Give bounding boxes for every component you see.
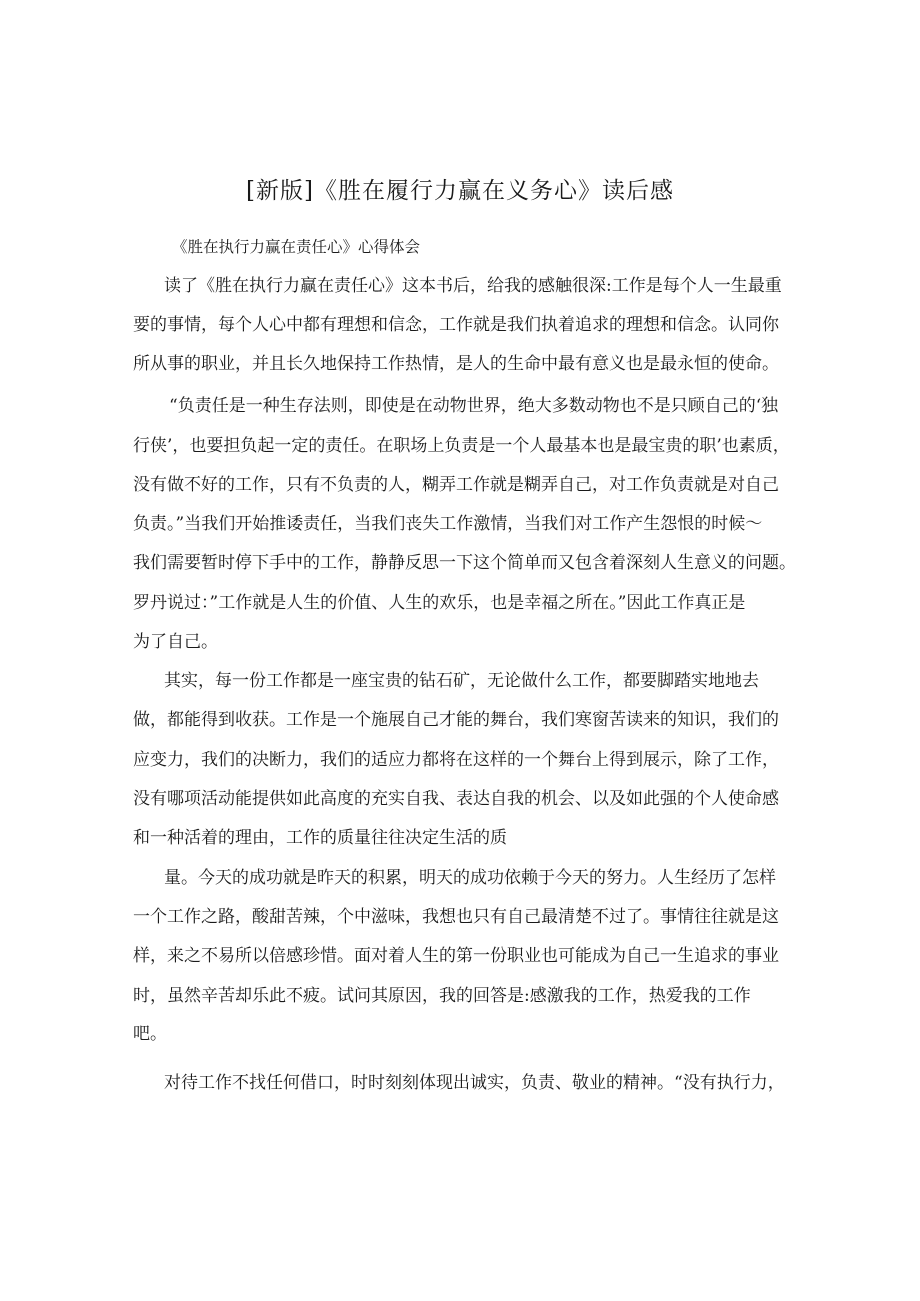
paragraph-1-line-3: 所从事的职业，并且长久地保持工作热情，是人的生命中最有意义也是最永恒的使命。: [133, 354, 779, 374]
paragraph-4-line-3: 样，来之不易所以倍感珍惜。面对着人生的第一份职业也可能成为自己一生追求的事业: [133, 946, 779, 966]
paragraph-3-line-5: 和一种活着的理由，工作的质量往往决定生活的质: [133, 828, 507, 848]
paragraph-2-line-6: 罗丹说过：”工作就是人生的价值、人生的欢乐，也是幸福之所在。”因此工作真正是: [133, 593, 746, 613]
paragraph-2-line-4: 负责。”当我们开始推诿责任，当我们丧失工作激情，当我们对工作产生怨恨的时候～: [133, 514, 763, 534]
paragraph-3-line-3: 应变力，我们的决断力，我们的适应力都将在这样的一个舞台上得到展示，除了工作，: [133, 750, 779, 770]
paragraph-5-line-1: 对待工作不找任何借口，时时刻刻体现出诚实，负责、敬业的精神。“没有执行力，: [164, 1073, 785, 1093]
paragraph-2-line-3: 没有做不好的工作，只有不负责的人，糊弄工作就是糊弄自己，对工作负责就是对自己: [133, 475, 779, 495]
paragraph-2-line-7: 为了自己。: [133, 632, 218, 652]
document-subtitle: 《胜在执行力赢在责任心》心得体会: [172, 238, 421, 256]
paragraph-1-line-2: 要的事情，每个人心中都有理想和信念，工作就是我们执着追求的理想和信念。认同你: [133, 315, 779, 335]
paragraph-4-line-1: 量。今天的成功就是昨天的积累，明天的成功依赖于今天的努力。人生经历了怎样: [164, 868, 776, 888]
paragraph-4-line-2: 一个工作之路，酸甜苦辣，个中滋味，我想也只有自己最清楚不过了。事情往往就是这: [133, 907, 779, 927]
paragraph-2-line-5: 我们需要暂时停下手中的工作，静静反思一下这个简单而又包含着深刻人生意义的问题。: [133, 553, 796, 573]
paragraph-2-line-2: 行侠’，也要担负起一定的责任。在职场上负责是一个人最基本也是最宝贵的职’也素质，: [133, 436, 790, 456]
paragraph-3-line-2: 做，都能得到收获。工作是一个施展自己才能的舞台，我们寒窗苦读来的知识，我们的: [133, 710, 779, 730]
paragraph-3-line-4: 没有哪项活动能提供如此高度的充实自我、表达自我的机会、以及如此强的个人使命感: [133, 789, 779, 809]
paragraph-4-line-5: 吧。: [133, 1024, 167, 1044]
paragraph-3-line-1: 其实，每一份工作都是一座宝贵的钻石矿，无论做什么工作，都要脚踏实地地去: [164, 671, 759, 691]
paragraph-1-line-1: 读了《胜在执行力赢在责任心》这本书后，给我的感触很深:工作是每个人一生最重: [164, 276, 782, 296]
paragraph-2-line-1: “负责任是一种生存法则，即使是在动物世界，绝大多数动物也不是只顾自己的‘独: [169, 396, 779, 416]
paragraph-4-line-4: 时，虽然辛苦却乐此不疲。试问其原因，我的回答是:感激我的工作，热爱我的工作: [133, 986, 751, 1006]
document-title: [新版]《胜在履行力赢在义务心》读后感: [246, 178, 674, 204]
